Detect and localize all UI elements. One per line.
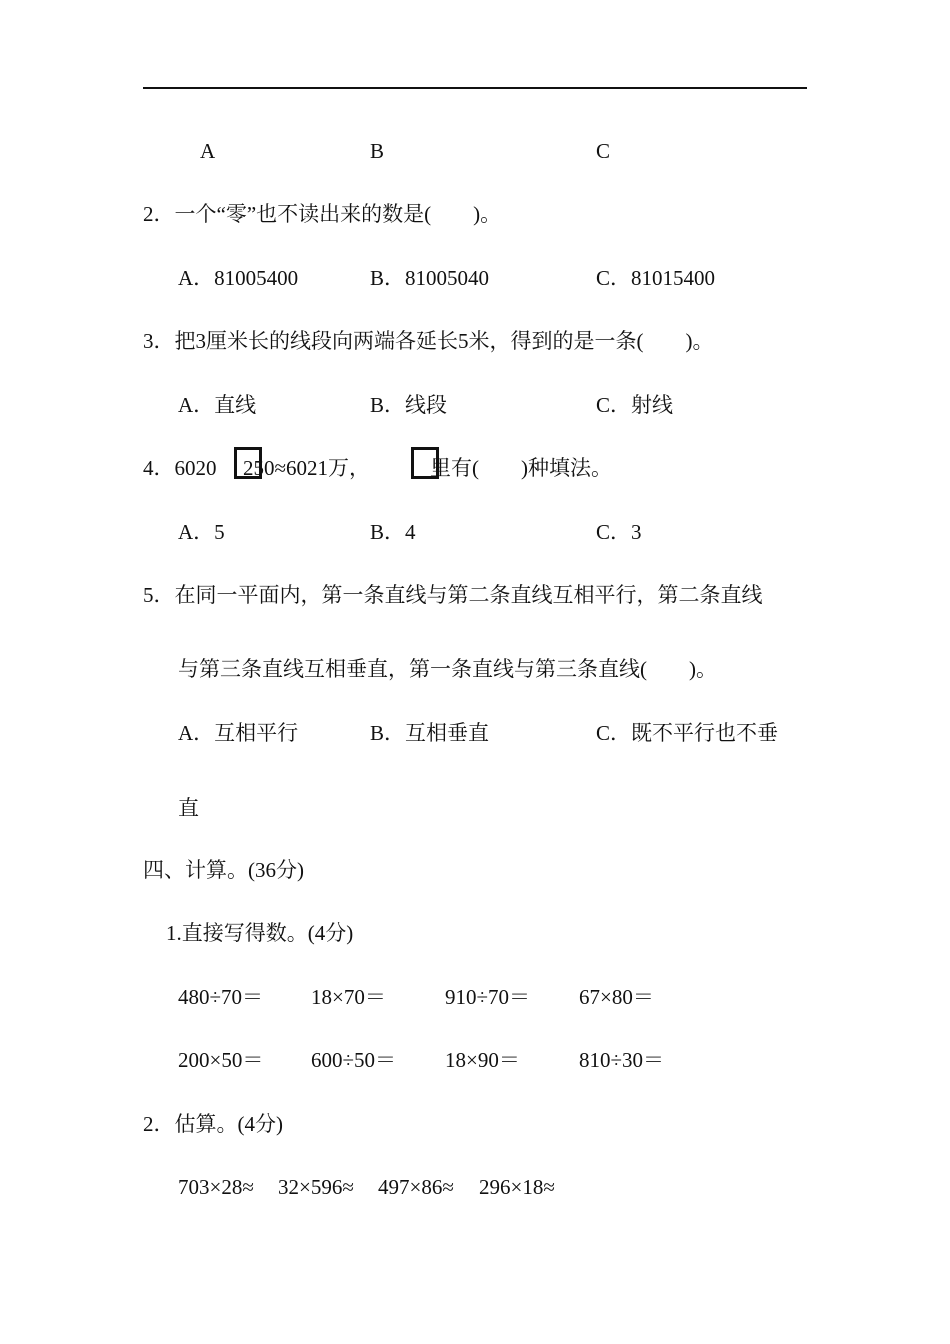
estimate-item3: 497×86≈ — [378, 1175, 454, 1199]
header-rule — [143, 87, 807, 89]
question-4-option-a: A．5 — [178, 520, 225, 544]
question-5-option-a: A．互相平行 — [178, 721, 299, 745]
calc-row1-item4: 67×80＝ — [579, 985, 654, 1009]
question-2-option-b: B．81005040 — [370, 266, 490, 290]
header-option-c: C — [596, 139, 611, 163]
estimate-item1: 703×28≈ — [178, 1175, 254, 1199]
question-4-stem-suffix: 里有( )种填法。 — [430, 456, 612, 480]
question-4-stem-prefix: 4．6020 — [143, 456, 217, 480]
question-2-option-c: C．81015400 — [596, 266, 716, 290]
question-5-option-b: B．互相垂直 — [370, 721, 490, 745]
question-2-stem: 2．一个“零”也不读出来的数是( )。 — [143, 202, 502, 226]
question-4-stem-mid: 250≈6021万， — [243, 456, 371, 480]
question-5-option-c-wrap: 直 — [178, 796, 199, 820]
calc-row2-item3: 18×90＝ — [445, 1048, 520, 1072]
question-5-stem-line1: 5．在同一平面内，第一条直线与第二条直线互相平行，第二条直线 — [143, 583, 763, 607]
estimate-item2: 32×596≈ — [278, 1175, 354, 1199]
calc-row2-item2: 600÷50＝ — [311, 1048, 397, 1072]
question-3-option-c: C．射线 — [596, 393, 674, 417]
header-option-a: A — [200, 139, 216, 163]
calc-row1-item1: 480÷70＝ — [178, 985, 264, 1009]
question-3-option-a: A．直线 — [178, 393, 257, 417]
header-option-b: B — [370, 139, 385, 163]
question-3-option-b: B．线段 — [370, 393, 448, 417]
section-4-title: 四、计算。(36分) — [143, 858, 304, 882]
calc-row1-item2: 18×70＝ — [311, 985, 386, 1009]
calc-row1-item3: 910÷70＝ — [445, 985, 531, 1009]
question-4-option-c: C．3 — [596, 520, 642, 544]
question-2-option-a: A．81005400 — [178, 266, 299, 290]
question-4-option-b: B．4 — [370, 520, 416, 544]
question-3-stem: 3．把3厘米长的线段向两端各延长5米，得到的是一条( )。 — [143, 329, 714, 353]
estimate-item4: 296×18≈ — [479, 1175, 555, 1199]
calc-row2-item1: 200×50＝ — [178, 1048, 264, 1072]
part-2-title: 2．估算。(4分) — [143, 1112, 283, 1136]
part-1-title: 1.直接写得数。(4分) — [166, 921, 354, 945]
calc-row2-item4: 810÷30＝ — [579, 1048, 665, 1072]
question-5-stem-line2: 与第三条直线互相垂直，第一条直线与第三条直线( )。 — [178, 657, 717, 681]
question-5-option-c: C．既不平行也不垂 — [596, 721, 779, 745]
